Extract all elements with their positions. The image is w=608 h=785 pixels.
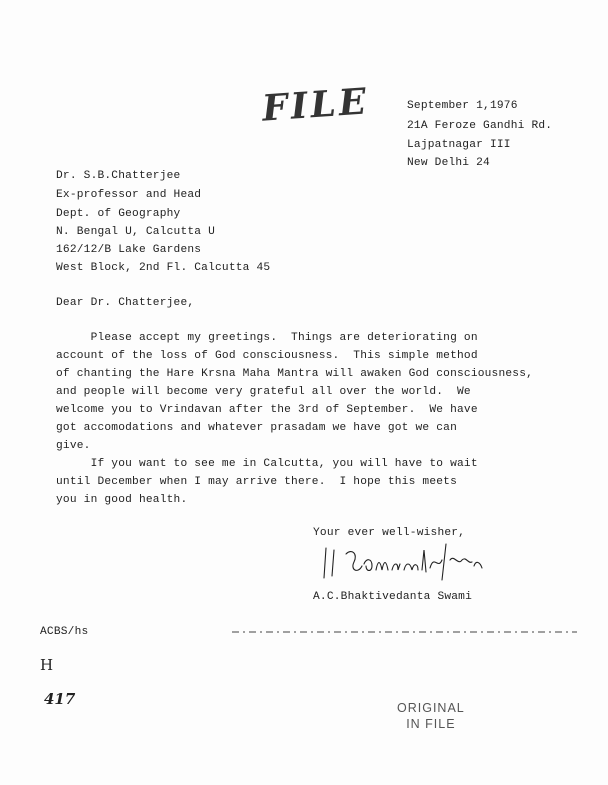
signature-name: A.C.Bhaktivedanta Swami bbox=[313, 591, 473, 603]
body-line-1: Please accept my greetings. Things are deteriorating on bbox=[56, 332, 478, 344]
recipient-line-5: 162/12/B Lake Gardens bbox=[56, 244, 202, 256]
body-line-5: welcome you to Vrindavan after the 3rd of September. We have bbox=[56, 404, 478, 416]
stamp-original-line-1: ORIGINAL bbox=[397, 701, 465, 715]
sender-address-line-3: New Delhi 24 bbox=[407, 157, 490, 169]
recipient-line-2: Ex-professor and Head bbox=[56, 189, 202, 201]
body-line-4: and people will become very grateful all over the world. We bbox=[56, 386, 471, 398]
dashed-line bbox=[232, 630, 577, 634]
margin-mark-number: 417 bbox=[44, 690, 76, 708]
letter-date: September 1,1976 bbox=[407, 100, 518, 112]
body-line-9: until December when I may arrive there. I hope this meets bbox=[56, 476, 457, 488]
recipient-line-6: West Block, 2nd Fl. Calcutta 45 bbox=[56, 262, 271, 274]
typist-initials: ACBS/hs bbox=[40, 626, 89, 638]
recipient-line-4: N. Bengal U, Calcutta U bbox=[56, 226, 216, 238]
body-line-6: got accomodations and whatever prasadam we have got we can bbox=[56, 422, 457, 434]
handwritten-signature bbox=[318, 540, 488, 585]
closing: Your ever well-wisher, bbox=[313, 527, 466, 539]
sender-address-line-2: Lajpatnagar III bbox=[407, 139, 511, 151]
original-in-file-stamp bbox=[397, 700, 465, 732]
body-line-7: give. bbox=[56, 440, 91, 452]
recipient-line-1: Dr. S.B.Chatterjee bbox=[56, 170, 181, 182]
sender-address-line-1: 21A Feroze Gandhi Rd. bbox=[407, 120, 553, 132]
salutation: Dear Dr. Chatterjee, bbox=[56, 297, 195, 309]
file-stamp: FILE bbox=[260, 80, 371, 130]
margin-mark-h: H bbox=[40, 656, 54, 674]
recipient-line-3: Dept. of Geography bbox=[56, 208, 181, 220]
body-line-2: account of the loss of God consciousness. This simple method bbox=[56, 350, 478, 362]
body-line-3: of chanting the Hare Krsna Maha Mantra will awaken God consciousness, bbox=[56, 368, 534, 380]
body-line-10: you in good health. bbox=[56, 494, 188, 506]
stamp-original-line-2: IN FILE bbox=[406, 717, 456, 731]
body-line-8: If you want to see me in Calcutta, you will have to wait bbox=[56, 458, 478, 470]
